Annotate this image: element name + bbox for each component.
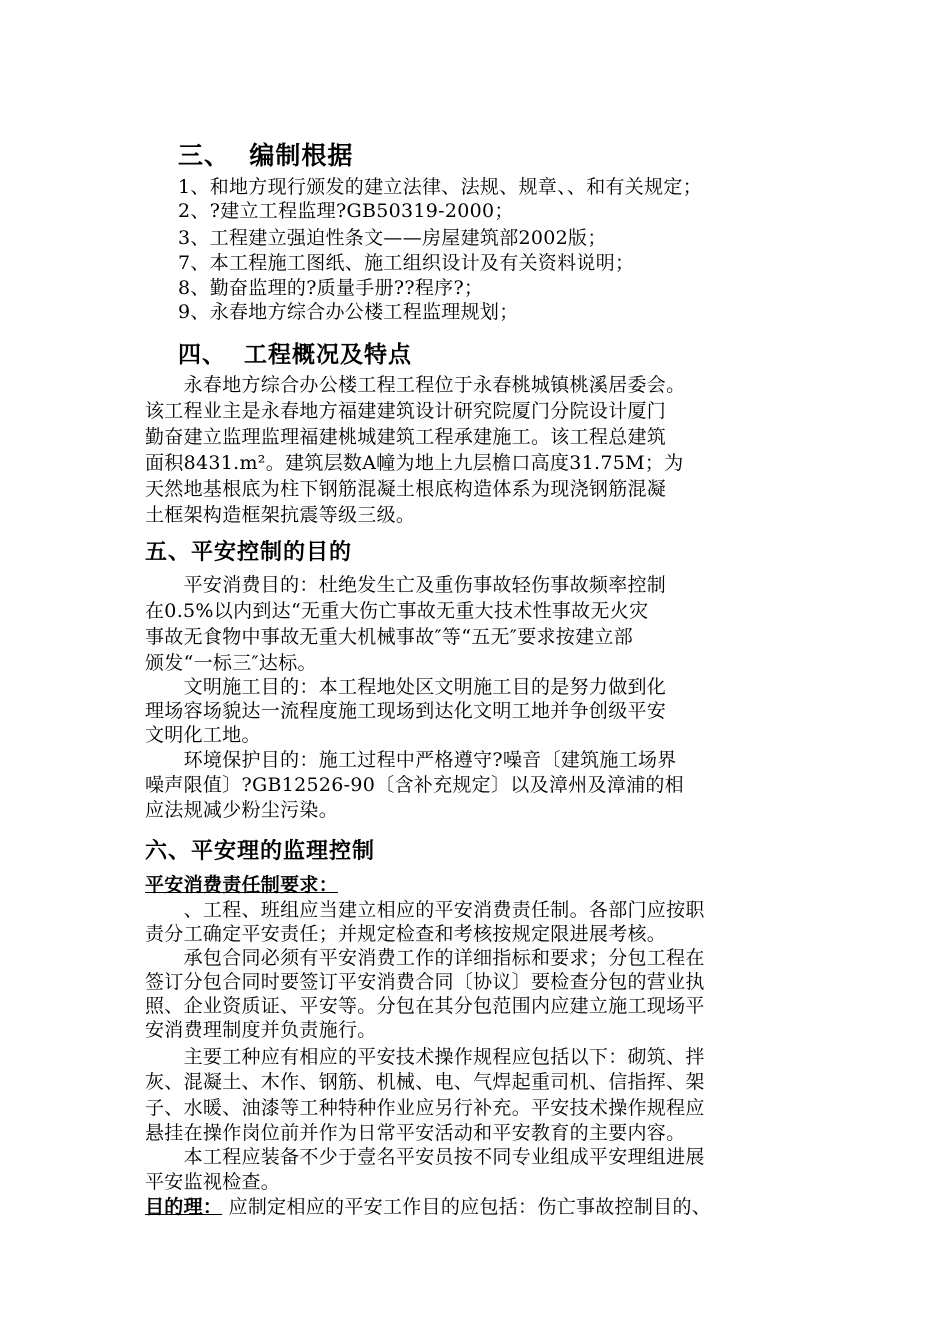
goal-line: 平安消费目的：杜绝发生亡及重伤事故轻伤事故频率控制	[145, 574, 667, 596]
goal-management-line	[145, 1195, 711, 1219]
goal-management-label: 目的理：	[145, 1196, 223, 1218]
basis-item: 9、永春地方综合办公楼工程监理规划；	[178, 301, 519, 323]
overview-line: 天然地基根底为柱下钢筋混凝土根底构造体系为现浇钢筋混凝	[145, 478, 667, 500]
section-5-heading: 五、平安控制的目的	[145, 540, 353, 565]
goal-line: 噪声限值〕?GB12526-90〔含补充规定〕以及漳州及漳浦的相	[145, 774, 684, 796]
goal-management-text: 应制定相应的平安工作目的应包括：伤亡事故控制目的、	[222, 1196, 712, 1218]
goal-line: 应法规减少粉尘污染。	[145, 799, 339, 821]
section-4-heading: 四、 工程概况及特点	[178, 342, 413, 368]
overview-line: 面积8431.m²。建筑层数A幢为地上九层檐口高度31.75M；为	[145, 452, 684, 474]
goal-line: 颁发“一标三″达标。	[145, 652, 317, 674]
control-line: 责分工确定平安责任；并规定检查和考核按规定限进展考核。	[145, 923, 667, 945]
section-3-heading: 三、 编制根据	[178, 141, 354, 170]
goal-line: 文明施工目的：本工程地处区文明施工目的是努力做到化	[145, 676, 667, 698]
goal-line: 环境保护目的：施工过程中严格遵守?噪音〔建筑施工场界	[145, 749, 677, 771]
goal-line: 事故无食物中事故无重大机械事故″等“五无″要求按建立部	[145, 626, 634, 648]
control-line: 悬挂在操作岗位前并作为日常平安活动和平安教育的主要内容。	[145, 1122, 686, 1144]
goal-line: 在0.5%以内到达“无重大伤亡事故无重大技术性事故无火灾	[145, 600, 649, 622]
goal-line: 理场容场貌达一流程度施工现场到达化文明工地并争创级平安	[145, 700, 667, 722]
overview-line: 永春地方综合办公楼工程工程位于永春桃城镇桃溪居委会。	[145, 374, 686, 396]
basis-item: 2、?建立工程监理?GB50319-2000；	[178, 200, 514, 222]
control-line: 安消费理制度并负责施行。	[145, 1019, 377, 1041]
control-line: 、工程、班组应当建立相应的平安消费责任制。各部门应按职	[145, 899, 705, 921]
basis-item: 7、本工程施工图纸、施工组织设计及有关资料说明；	[178, 252, 635, 274]
overview-line: 土框架构造框架抗震等级三级。	[145, 504, 416, 526]
control-line: 签订分包合同时要签订平安消费合同〔协议〕要检查分包的营业执	[145, 971, 705, 993]
control-line: 平安监视检查。	[145, 1171, 281, 1193]
section-6-heading: 六、平安理的监理控制	[145, 839, 376, 864]
overview-line: 该工程业主是永春地方福建建筑设计研究院厦门分院设计厦门	[145, 400, 667, 422]
control-line: 子、水暖、油漆等工种特种作业应另行补充。平安技术操作规程应	[145, 1097, 705, 1119]
basis-item: 1、和地方现行颁发的建立法律、法规、规章、、和有关规定；	[178, 176, 702, 198]
overview-line: 勤奋建立监理监理福建桃城建筑工程承建施工。该工程总建筑	[145, 426, 667, 448]
responsibility-subheading: 平安消费责任制要求：	[145, 874, 339, 896]
control-line: 主要工种应有相应的平安技术操作规程应包括以下：砌筑、拌	[145, 1046, 705, 1068]
basis-item: 8、勤奋监理的?质量手册??程序?；	[178, 277, 484, 299]
goal-line: 文明化工地。	[145, 724, 261, 746]
control-line: 本工程应装备不少于壹名平安员按不同专业组成平安理组进展	[145, 1146, 705, 1168]
control-line: 灰、混凝土、木作、钢筋、机械、电、气焊起重司机、信指挥、架	[145, 1071, 705, 1093]
control-line: 承包合同必须有平安消费工作的详细指标和要求；分包工程在	[145, 947, 705, 969]
control-line: 照、企业资质证、平安等。分包在其分包范围内应建立施工现场平	[145, 995, 705, 1017]
basis-item: 3、工程建立强迫性条文——房屋建筑部2002版；	[178, 227, 607, 249]
